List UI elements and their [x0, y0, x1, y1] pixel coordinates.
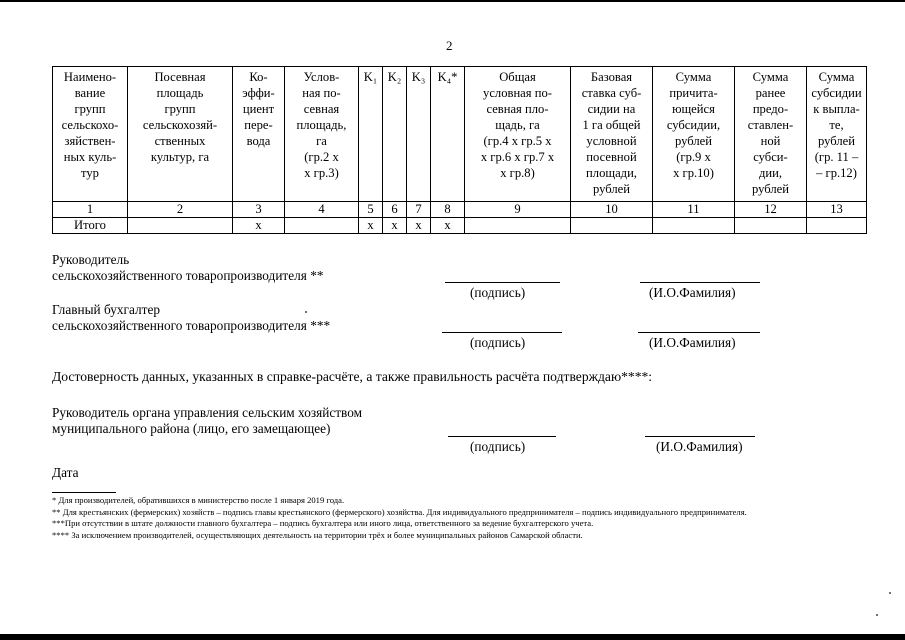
total-cell: х	[233, 218, 285, 234]
column-number-row	[53, 202, 867, 218]
header-cell: Общая условная по- севная пло- щадь, га (гр.4 х гр.5 х х гр.6 х гр.7 х х гр.8)	[465, 67, 571, 202]
total-cell	[465, 218, 571, 234]
header-cell: Сумма субсидии к выпла- те, рублей (гр. 11 – – гр.12)	[807, 67, 867, 202]
footnote-1: * Для производителей, обратившихся в министерство после 1 января 2019 года.	[52, 495, 345, 505]
total-cell: х	[407, 218, 431, 234]
column-number: 7	[407, 202, 431, 218]
top-border	[0, 0, 905, 2]
column-number: 1	[53, 202, 128, 218]
column-number: 13	[807, 202, 867, 218]
total-cell: Итого	[53, 218, 128, 234]
column-number: 4	[285, 202, 359, 218]
accountant-name-line	[638, 332, 760, 333]
subsidy-calculation-table	[52, 66, 867, 234]
bottom-border	[0, 634, 905, 640]
column-number: 5	[359, 202, 383, 218]
head-producer-label: сельскохозяйственного товаропроизводителя **	[52, 268, 324, 283]
accountant-signature-line	[442, 332, 562, 333]
head-signature-caption: (подпись)	[470, 285, 526, 300]
total-cell	[285, 218, 359, 234]
header-cell: Сумма ранее предо- ставлен- ной субси- дии, рублей	[735, 67, 807, 202]
accountant-signature-caption: (подпись)	[470, 335, 526, 350]
accountant-label: Главный бухгалтер	[52, 302, 161, 317]
head-name-caption: (И.О.Фамилия)	[649, 285, 736, 300]
footnotes	[52, 492, 852, 541]
total-cell: х	[359, 218, 383, 234]
total-cell	[128, 218, 233, 234]
header-cell: Ко- эффи- циент пере- вода	[233, 67, 285, 202]
speck	[889, 592, 891, 594]
column-number: 10	[571, 202, 653, 218]
head-label: Руководитель	[52, 252, 130, 267]
head-signature-line	[445, 282, 560, 283]
footnote-rule	[52, 492, 116, 493]
authority-district-label: муниципального района (лицо, его замещающее)	[52, 421, 331, 436]
header-row	[53, 67, 867, 202]
column-number: 12	[735, 202, 807, 218]
header-cell: K₁	[359, 67, 383, 202]
confirmation-text: Достоверность данных, указанных в справке-расчёте, а также правильность расчёта подтверждаю****:	[52, 369, 653, 384]
header-cell: Сумма причита- ющейся субсидии, рублей (гр.9 х х гр.10)	[653, 67, 735, 202]
column-number: 8	[431, 202, 465, 218]
speck	[876, 614, 878, 616]
footnote-4: **** За исключением производителей, осуществляющих деятельность на территории трёх и более муниципальных районов Самарской области.	[52, 529, 583, 540]
total-cell: х	[383, 218, 407, 234]
header-cell: K₄*	[431, 67, 465, 202]
authority-label: Руководитель органа управления сельским хозяйством	[52, 405, 363, 420]
header-cell: Наимено- вание групп сельскохо- зяйствен- ных куль- тур	[53, 67, 128, 202]
total-cell	[735, 218, 807, 234]
header-cell: Посевная площадь групп сельскохозяй- ственных культур, га	[128, 67, 233, 202]
total-row	[53, 218, 867, 234]
footnote-2: ** Для крестьянских (фермерских) хозяйств – подпись главы крестьянского (фермерского) хозяйства. Для индивидуального предпринимателя – подпись индивидуального предпринимателя.	[52, 506, 747, 517]
accountant-producer-label: сельскохозяйственного товаропроизводителя ***	[52, 318, 331, 333]
authority-name-line	[645, 436, 755, 437]
header-cell: K₃	[407, 67, 431, 202]
column-number: 9	[465, 202, 571, 218]
header-cell: Базовая ставка суб- сидии на 1 га общей условной посевной площади, рублей	[571, 67, 653, 202]
total-cell: х	[431, 218, 465, 234]
total-cell	[571, 218, 653, 234]
head-name-line	[640, 282, 760, 283]
page-number: 2	[446, 38, 453, 53]
footnote-3: ***При отсутствии в штате должности главного бухгалтера – подпись бухгалтера или иного лица, ответственного за ведение бухгалтерского учета.	[52, 518, 594, 529]
column-number: 6	[383, 202, 407, 218]
total-cell	[807, 218, 867, 234]
column-number: 3	[233, 202, 285, 218]
header-cell: Услов- ная по- севная площадь, га (гр.2 х х гр.3)	[285, 67, 359, 202]
speck	[305, 311, 307, 313]
authority-signature-line	[448, 436, 556, 437]
column-number: 2	[128, 202, 233, 218]
accountant-name-caption: (И.О.Фамилия)	[649, 335, 736, 350]
total-cell	[653, 218, 735, 234]
authority-name-caption: (И.О.Фамилия)	[656, 439, 743, 454]
header-cell: K₂	[383, 67, 407, 202]
authority-signature-caption: (подпись)	[470, 439, 526, 454]
date-label: Дата	[52, 465, 79, 480]
column-number: 11	[653, 202, 735, 218]
